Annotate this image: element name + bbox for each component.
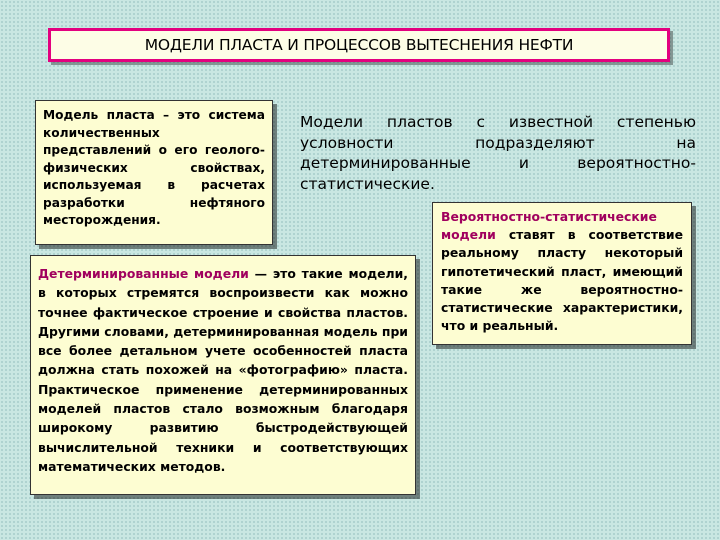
slide-title: МОДЕЛИ ПЛАСТА И ПРОЦЕССОВ ВЫТЕСНЕНИЯ НЕФТИ [48,28,670,62]
probabilistic-text: ставят в соответствие реальному пласту некоторый гипотетический пласт, имеющий такие же вероятностно-статистические характеристики, что и реальный. [441,227,683,334]
probabilistic-term: Вероятностно-статистические модели [441,209,657,243]
deterministic-box [30,255,416,495]
definition-box: Модель пласта – это система количественных представлений о его геолого-физических свойствах, используемая в расчетах разработки нефтяного месторождения. [35,100,273,245]
deterministic-term: Детерминированные модели [38,266,249,281]
deterministic-text: — это такие модели, в которых стремятся воспроизвести как можно точнее фактическое строение и свойства пластов. Другими словами, детерминированная модель при все более детальном учете особенностей пласта должна стать похожей на «фотографию» пласта. Практическое применение детерминированных моделей пластов стало возможным благодаря широкому развитию быстродействующей вычислительной техники и соответствующих математических методов. [38,266,408,474]
classification-text: Модели пластов с известной степенью условности подразделяют на детерминированные и вероятностно-статистические. [300,113,696,193]
probabilistic-box [432,202,692,345]
